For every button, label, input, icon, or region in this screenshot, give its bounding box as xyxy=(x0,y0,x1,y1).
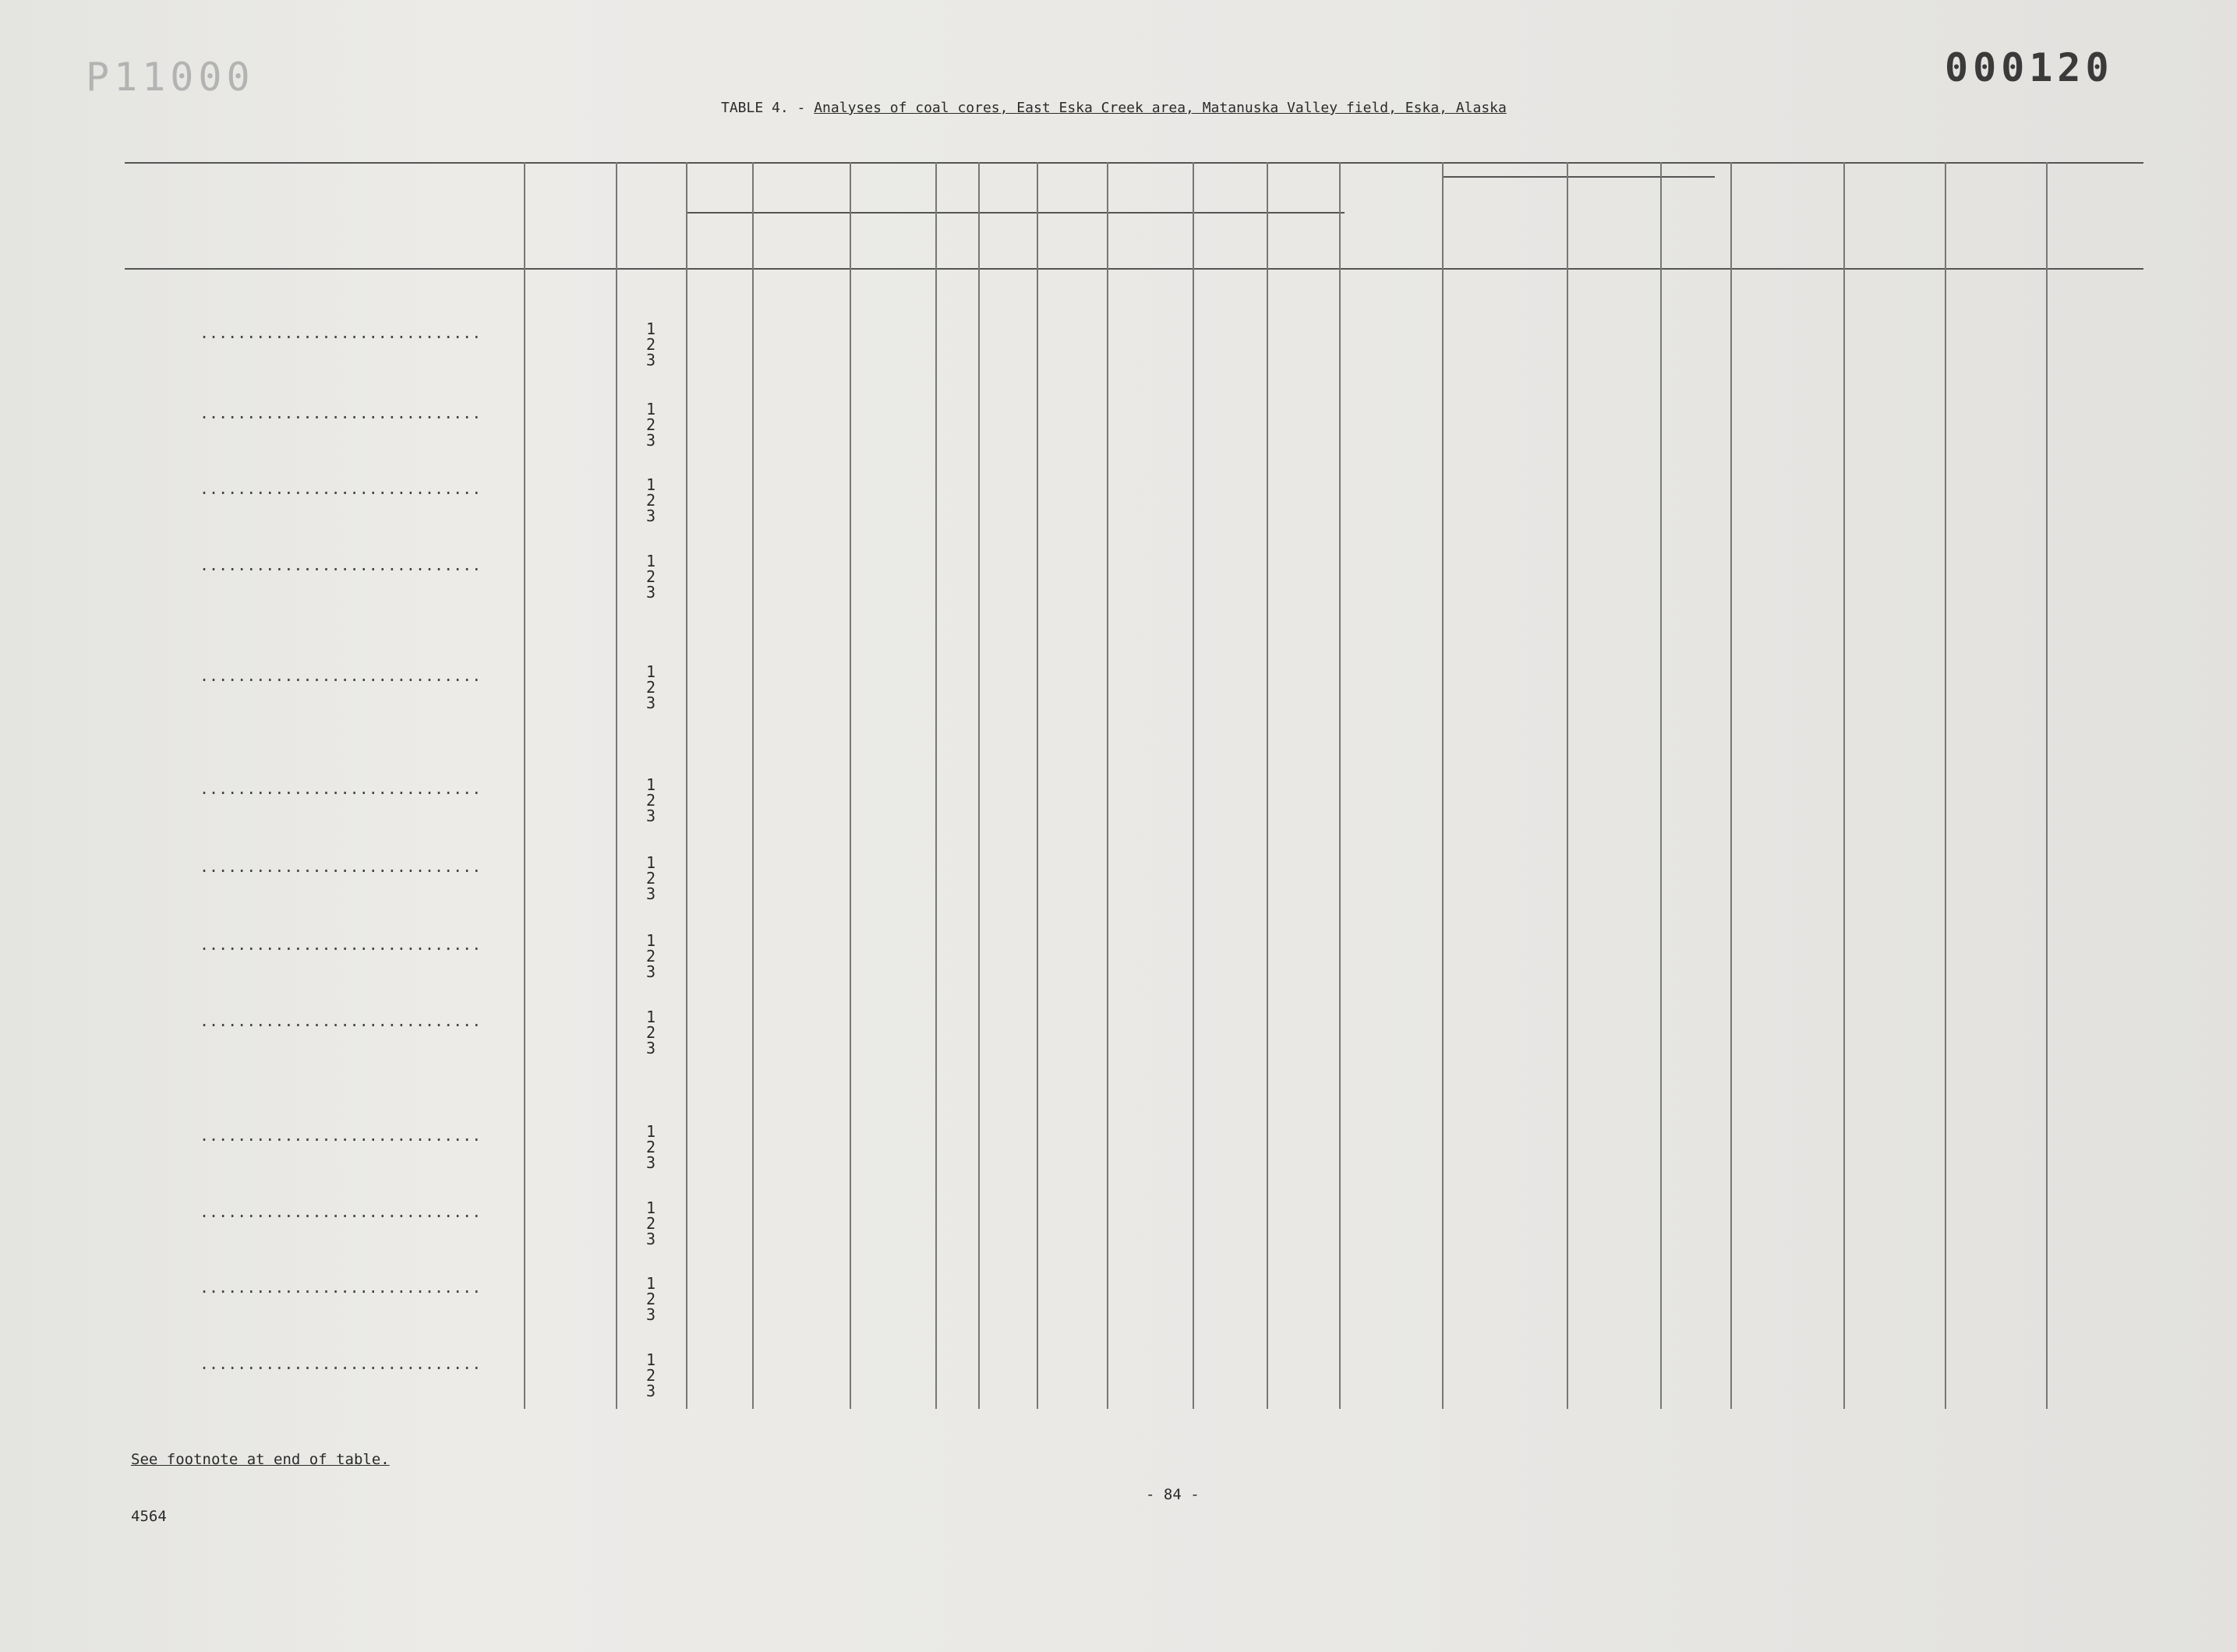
leader-dots: .............................. xyxy=(200,479,482,498)
column-rule xyxy=(1730,162,1732,1409)
condition-value: 1 xyxy=(645,1350,656,1369)
faded-stamp: P11000 xyxy=(86,55,255,100)
column-rule xyxy=(1037,162,1038,1409)
condition-value: 3 xyxy=(645,351,656,369)
condition-value: 1 xyxy=(645,931,656,950)
page-stamp-number: 000120 xyxy=(1945,45,2114,90)
column-rule xyxy=(1442,162,1444,1409)
leader-dots: .............................. xyxy=(200,1354,482,1373)
condition-value: 1 xyxy=(645,400,656,418)
condition-value: 3 xyxy=(645,1153,656,1172)
condition-value: 3 xyxy=(645,694,656,712)
column-rule xyxy=(1843,162,1845,1409)
leader-dots: .............................. xyxy=(200,404,482,422)
title-text: Analyses of coal cores, East Eska Creek area, Matanuska Valley field, Eska, Alaska xyxy=(814,100,1507,116)
condition-value: 2 xyxy=(645,1138,656,1156)
condition-value: 2 xyxy=(645,567,656,586)
condition-value: 3 xyxy=(645,884,656,903)
column-rule xyxy=(752,162,754,1409)
column-rule xyxy=(686,162,687,1409)
column-rule xyxy=(1107,162,1108,1409)
condition-value: 1 xyxy=(645,775,656,794)
condition-value: 1 xyxy=(645,552,656,570)
column-rule xyxy=(978,162,980,1409)
column-rule xyxy=(1339,162,1341,1409)
column-rule xyxy=(1567,162,1568,1409)
sub-header-rule xyxy=(686,212,1345,214)
leader-dots: .............................. xyxy=(200,1011,482,1030)
condition-value: 3 xyxy=(645,962,656,981)
fusibility-rule xyxy=(1442,176,1715,178)
column-rule xyxy=(935,162,937,1409)
condition-value: 2 xyxy=(645,415,656,434)
condition-value: 2 xyxy=(645,869,656,888)
condition-value: 3 xyxy=(645,1230,656,1248)
column-rule xyxy=(1660,162,1662,1409)
condition-value: 3 xyxy=(645,1382,656,1400)
header-bottom-rule xyxy=(125,268,2143,270)
condition-value: 1 xyxy=(645,662,656,681)
column-rule xyxy=(1193,162,1194,1409)
condition-value: 1 xyxy=(645,1198,656,1217)
leader-dots: .............................. xyxy=(200,779,482,798)
column-rule xyxy=(524,162,525,1409)
footnote: See footnote at end of table. xyxy=(131,1451,390,1468)
condition-value: 2 xyxy=(645,491,656,510)
condition-value: 1 xyxy=(645,319,656,338)
column-rule xyxy=(1267,162,1268,1409)
condition-value: 3 xyxy=(645,507,656,525)
condition-value: 1 xyxy=(645,475,656,494)
leader-dots: .............................. xyxy=(200,1278,482,1297)
condition-value: 1 xyxy=(645,1008,656,1026)
column-rule xyxy=(616,162,617,1409)
condition-value: 2 xyxy=(645,1023,656,1042)
column-rule xyxy=(850,162,851,1409)
condition-value: 1 xyxy=(645,1274,656,1293)
condition-value: 1 xyxy=(645,1122,656,1141)
condition-value: 3 xyxy=(645,807,656,825)
title-prefix: TABLE 4. - xyxy=(721,100,815,116)
condition-value: 2 xyxy=(645,1290,656,1308)
column-rule xyxy=(2046,162,2048,1409)
table-top-rule xyxy=(125,162,2143,164)
leader-dots: .............................. xyxy=(200,1202,482,1221)
leader-dots: .............................. xyxy=(200,1126,482,1145)
condition-value: 3 xyxy=(645,583,656,602)
leader-dots: .............................. xyxy=(200,857,482,876)
condition-value: 2 xyxy=(645,678,656,697)
leader-dots: .............................. xyxy=(200,323,482,342)
table-title xyxy=(721,100,1507,116)
column-rule xyxy=(1945,162,1946,1409)
condition-value: 2 xyxy=(645,1214,656,1233)
condition-value: 2 xyxy=(645,947,656,965)
condition-value: 2 xyxy=(645,1366,656,1385)
condition-value: 3 xyxy=(645,431,656,450)
condition-value: 1 xyxy=(645,853,656,872)
condition-value: 2 xyxy=(645,791,656,810)
page-number: - 84 - xyxy=(1146,1486,1200,1503)
leader-dots: .............................. xyxy=(200,666,482,685)
leader-dots: .............................. xyxy=(200,556,482,574)
doc-code: 4564 xyxy=(131,1508,167,1525)
condition-value: 3 xyxy=(645,1039,656,1057)
condition-value: 3 xyxy=(645,1305,656,1324)
condition-value: 2 xyxy=(645,335,656,354)
leader-dots: .............................. xyxy=(200,935,482,954)
